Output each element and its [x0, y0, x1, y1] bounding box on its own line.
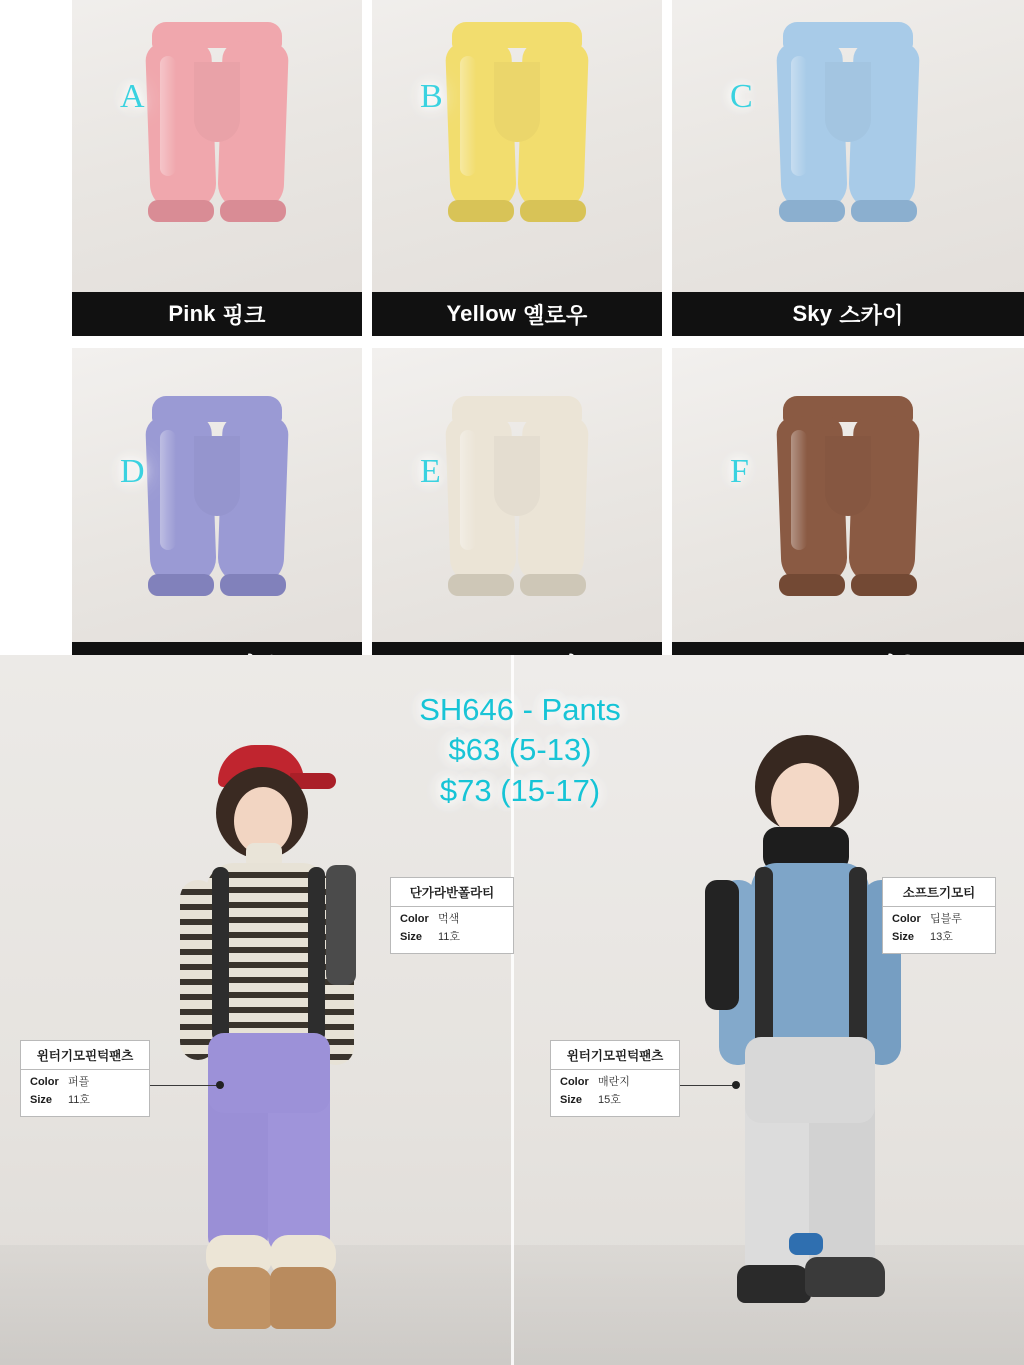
- swatch-cell-c[interactable]: [672, 0, 1024, 292]
- pants-illustration: [773, 396, 923, 596]
- callout-color-value: 퍼플: [68, 1076, 90, 1088]
- swatch-photo: [72, 0, 362, 292]
- callout-title: 윈터기모핀턱팬츠: [21, 1041, 149, 1070]
- color-swatch-grid: [0, 0, 1024, 655]
- sock-accent: [789, 1233, 823, 1255]
- callout-right-bottom: [550, 1040, 680, 1117]
- callout-leader-line: [148, 1085, 220, 1086]
- swatch-label-kr: 옐로우: [523, 302, 588, 328]
- pants-illustration: [142, 22, 292, 222]
- callout-anchor-dot: [216, 1081, 224, 1089]
- callout-body: [883, 907, 995, 953]
- swatch-label-en: Sky: [792, 301, 833, 326]
- price-block: [355, 690, 685, 811]
- swatch-cell-e[interactable]: [372, 348, 662, 642]
- callout-color-key: Color: [892, 913, 921, 925]
- swatch-label-en: Pink: [168, 301, 216, 326]
- boot-left: [208, 1267, 272, 1329]
- swatch-letter-e: E: [420, 453, 441, 490]
- swatch-label-c: [672, 292, 1024, 336]
- callout-color-value: 먹색: [438, 913, 460, 925]
- swatch-cell-a[interactable]: [72, 0, 362, 292]
- callout-size-value: 11호: [68, 1093, 91, 1106]
- pants-hip: [208, 1033, 330, 1113]
- pants-illustration: [442, 22, 592, 222]
- callout-row-color: [391, 911, 513, 929]
- callout-row-color: [21, 1074, 149, 1092]
- callout-body: [391, 907, 513, 953]
- swatch-letter-c: C: [730, 78, 753, 115]
- callout-row-size: [21, 1092, 149, 1110]
- swatch-cell-d[interactable]: [72, 348, 362, 642]
- backpack-body: [705, 880, 739, 1010]
- callout-title: 단가라반폴라티: [391, 878, 513, 907]
- callout-size-key: Size: [400, 930, 423, 943]
- model-figure-boy: [697, 705, 927, 1335]
- lookbook-section: [0, 655, 1024, 1365]
- shoe-right: [805, 1257, 885, 1297]
- grid-divider: [662, 0, 672, 655]
- callout-size-value: 13호: [930, 930, 953, 943]
- callout-color-value: 매란지: [598, 1076, 630, 1088]
- callout-color-key: Color: [400, 913, 429, 925]
- swatch-letter-a: A: [120, 78, 145, 115]
- callout-row-color: [551, 1074, 679, 1092]
- swatch-letter-d: D: [120, 453, 145, 490]
- swatch-photo: [72, 348, 362, 642]
- spacer: [672, 336, 1024, 348]
- shoe-left: [737, 1265, 811, 1303]
- callout-body: [551, 1070, 679, 1116]
- price-line-2: $73 (15-17): [439, 772, 601, 808]
- callout-color-key: Color: [30, 1076, 59, 1088]
- callout-anchor-dot: [732, 1081, 740, 1089]
- swatch-photo: [372, 348, 662, 642]
- swatch-column-1: [72, 0, 362, 716]
- swatch-label-b: [372, 292, 662, 336]
- backpack-strap-left: [755, 867, 773, 1047]
- product-code: SH646 - Pants: [419, 692, 621, 727]
- swatch-column-3: [672, 0, 1024, 716]
- backpack-strap-left: [212, 867, 229, 1042]
- swatch-label-kr: 스카이: [839, 302, 904, 328]
- callout-size-value: 11호: [438, 930, 461, 943]
- swatch-label-kr: 핑크: [222, 302, 266, 328]
- spacer: [72, 336, 362, 348]
- backpack-strap-right: [849, 867, 867, 1047]
- callout-row-size: [551, 1092, 679, 1110]
- swatch-letter-f: F: [730, 453, 749, 490]
- pants-hip: [745, 1037, 875, 1123]
- grid-divider: [362, 0, 372, 655]
- swatch-photo: [372, 0, 662, 292]
- callout-color-value: 딥블루: [930, 913, 962, 925]
- boot-right: [270, 1267, 336, 1329]
- swatch-cell-b[interactable]: [372, 0, 662, 292]
- pants-illustration: [142, 396, 292, 596]
- swatch-photo: [672, 348, 1024, 642]
- swatch-column-2: [372, 0, 662, 716]
- spacer: [372, 336, 662, 348]
- callout-body: [21, 1070, 149, 1116]
- swatch-label-a: [72, 292, 362, 336]
- callout-size-key: Size: [892, 930, 915, 943]
- callout-title: 소프트기모티: [883, 878, 995, 907]
- swatch-label-en: Yellow: [446, 301, 517, 326]
- price-line-1: $63 (5-13): [448, 732, 592, 768]
- pants-illustration: [773, 22, 923, 222]
- sleeve-left: [180, 880, 216, 1060]
- swatch-cell-f[interactable]: [672, 348, 1024, 642]
- callout-row-color: [883, 911, 995, 929]
- callout-color-key: Color: [560, 1076, 589, 1088]
- model-figure-girl: [150, 715, 380, 1335]
- callout-leader-line: [678, 1085, 736, 1086]
- callout-left-top: [390, 877, 514, 954]
- callout-row-size: [883, 929, 995, 947]
- callout-left-bottom: [20, 1040, 150, 1117]
- swatch-letter-b: B: [420, 78, 443, 115]
- swatch-photo: [672, 0, 1024, 292]
- pants-illustration: [442, 396, 592, 596]
- callout-size-key: Size: [560, 1093, 583, 1106]
- callout-right-top: [882, 877, 996, 954]
- callout-size-value: 15호: [598, 1093, 621, 1106]
- backpack-body: [326, 865, 356, 985]
- callout-size-key: Size: [30, 1093, 53, 1106]
- backpack-strap-right: [308, 867, 325, 1042]
- callout-row-size: [391, 929, 513, 947]
- callout-title: 윈터기모핀턱팬츠: [551, 1041, 679, 1070]
